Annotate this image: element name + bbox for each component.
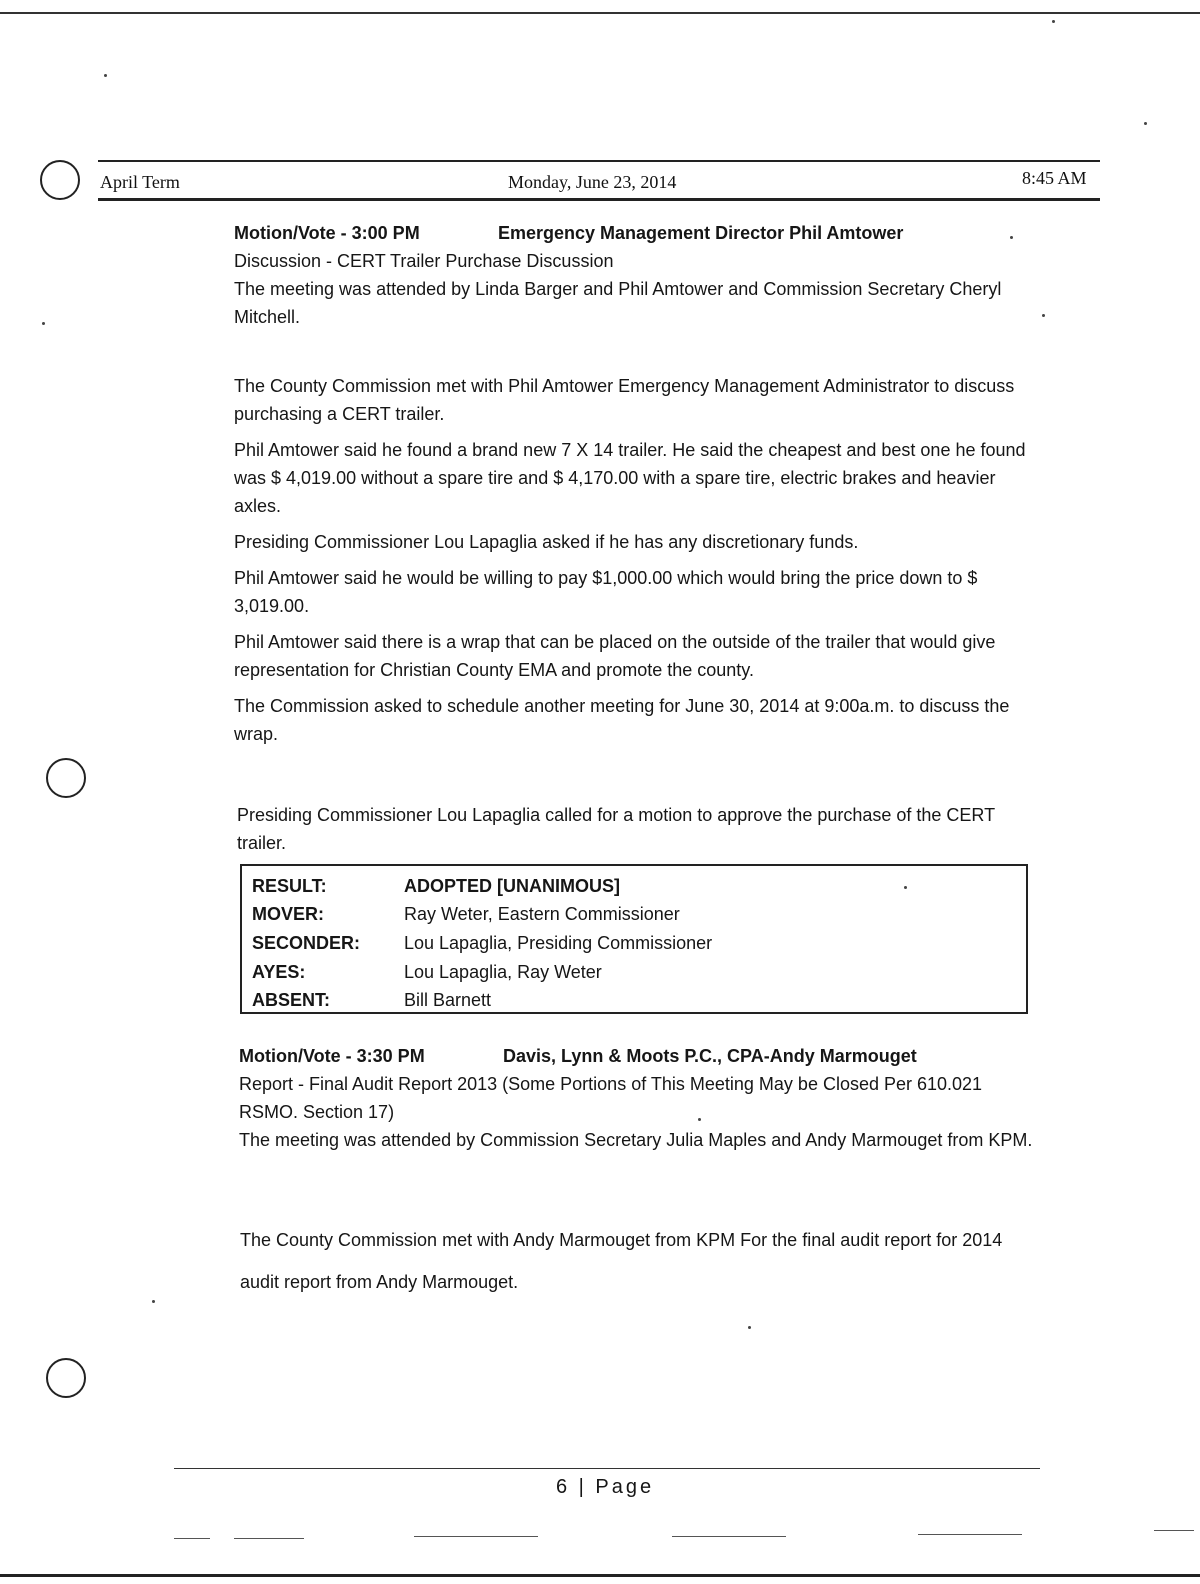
motion-label: Motion/Vote -	[234, 223, 347, 243]
vote-value: Lou Lapaglia, Ray Weter	[404, 962, 602, 982]
vote-label: MOVER:	[252, 904, 324, 924]
paragraph: Phil Amtower said there is a wrap that can be placed on the outside of the trailer that would give representation for Christian County EMA and promote the county.	[234, 632, 996, 680]
header-time: 8:45 AM	[1022, 168, 1087, 188]
scan-speck	[42, 322, 45, 325]
scan-dash	[1154, 1530, 1194, 1531]
motion-heading	[234, 219, 1034, 247]
paragraph: Phil Amtower said he would be willing to pay $1,000.00 which would bring the price down to $ 3,019.00.	[234, 568, 978, 616]
scan-speck	[904, 886, 907, 889]
motion-call-paragraph: Presiding Commissioner Lou Lapaglia called for a motion to approve the purchase of the CERT trailer.	[237, 805, 995, 853]
motion-title: Emergency Management Director Phil Amtower	[498, 223, 904, 243]
paragraph: audit report from Andy Marmouget.	[240, 1272, 519, 1292]
attendance-line: The meeting was attended by Commission Secretary Julia Maples and Andy Marmouget from KPM.	[239, 1130, 1033, 1150]
scan-dash	[414, 1536, 538, 1537]
scan-speck	[1010, 236, 1013, 239]
vote-value: Bill Barnett	[404, 990, 492, 1010]
section-audit-report	[239, 1042, 1039, 1154]
attendance-line: The meeting was attended by Linda Barger and Phil Amtower and Commission Secretary Cheryl Mitchell.	[234, 279, 1002, 327]
motion-label: Motion/Vote -	[239, 1046, 352, 1066]
section-audit-report-body	[240, 1226, 1040, 1296]
paragraph: The County Commission met with Phil Amtower Emergency Management Administrator to discuss purchasing a CERT trailer.	[234, 376, 1015, 424]
report-line: Report - Final Audit Report 2013 (Some Portions of This Meeting May be Closed Per 610.021 RSMO. Section 17)	[239, 1074, 983, 1122]
scan-speck	[1144, 122, 1147, 125]
scan-bottom-edge	[0, 1574, 1200, 1577]
vote-value: ADOPTED [UNANIMOUS]	[404, 876, 620, 896]
binder-hole-bottom	[46, 1358, 86, 1398]
scan-speck	[748, 1326, 751, 1329]
scan-speck	[698, 1118, 701, 1121]
scan-speck	[152, 1300, 155, 1303]
paragraph: Presiding Commissioner Lou Lapaglia asked if he has any discretionary funds.	[234, 532, 859, 552]
header-date: Monday, June 23, 2014	[508, 172, 677, 192]
scan-dash	[918, 1534, 1022, 1535]
scan-speck	[1042, 314, 1045, 317]
vote-label: RESULT:	[252, 876, 327, 896]
footer-rule	[174, 1468, 1040, 1469]
header-bottom-rule	[98, 198, 1100, 201]
page-number: 6 | Page	[556, 1476, 655, 1498]
vote-label: ABSENT:	[252, 990, 331, 1010]
motion-title: Davis, Lynn & Moots P.C., CPA-Andy Marmouget	[503, 1046, 917, 1066]
section-emergency-management-body	[234, 372, 1034, 748]
vote-value: Lou Lapaglia, Presiding Commissioner	[404, 933, 713, 953]
scan-top-edge	[0, 12, 1200, 14]
vote-label: AYES:	[252, 962, 306, 982]
vote-label: SECONDER:	[252, 933, 361, 953]
motion-time: 3:00 PM	[351, 223, 420, 243]
motion-heading	[239, 1042, 1039, 1070]
section-emergency-management	[234, 219, 1034, 331]
scan-dash	[672, 1536, 786, 1537]
paragraph: The County Commission met with Andy Marmouget from KPM For the final audit report for 2014	[240, 1230, 1003, 1250]
motion-time: 3:30 PM	[356, 1046, 425, 1066]
header-top-rule	[98, 160, 1100, 162]
paragraph: Phil Amtower said he found a brand new 7 X 14 trailer. He said the cheapest and best one he found was $ 4,019.00 without a spare tire and $ 4,170.00 with a spare tire, electric brakes and heavier axles.	[234, 440, 1026, 516]
scan-speck	[104, 74, 107, 77]
scan-dash	[174, 1538, 210, 1539]
header-term: April Term	[100, 172, 180, 192]
scan-speck	[1052, 20, 1055, 23]
scan-dash	[234, 1538, 304, 1539]
vote-result-table	[240, 864, 1028, 1014]
paragraph: The Commission asked to schedule another meeting for June 30, 2014 at 9:00a.m. to discuss the wrap.	[234, 696, 1010, 744]
vote-value: Ray Weter, Eastern Commissioner	[404, 904, 680, 924]
discussion-line: Discussion - CERT Trailer Purchase Discussion	[234, 251, 614, 271]
binder-hole-middle	[46, 758, 86, 798]
binder-hole-top	[40, 160, 80, 200]
